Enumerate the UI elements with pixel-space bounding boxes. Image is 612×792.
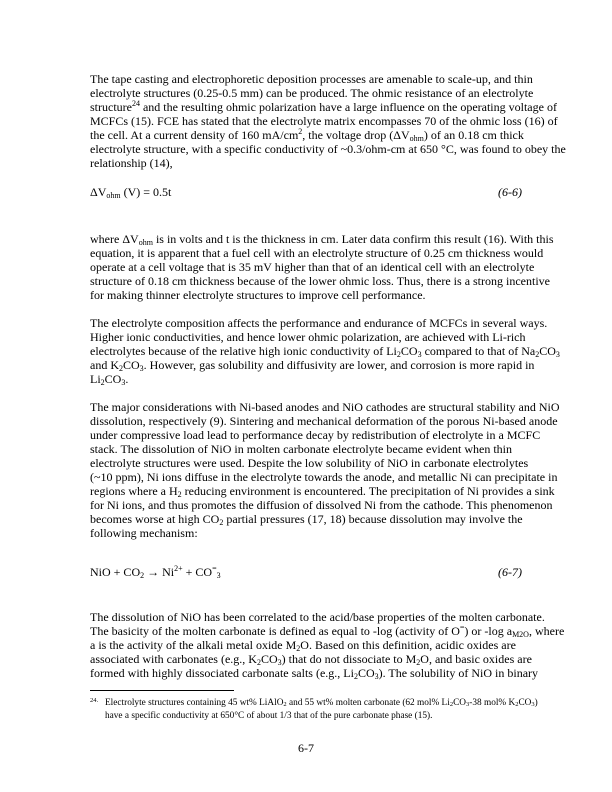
- subscript: 3: [139, 364, 144, 373]
- text-line: [90, 697, 538, 710]
- text-line: [90, 372, 530, 386]
- text-line: [90, 652, 530, 666]
- text-run: CO: [453, 698, 466, 708]
- text-run: formed with highly dissociated carbonate salts (e.g., Li: [90, 666, 354, 680]
- text-run: The basicity of the molten carbonate is defined as equal to -log (activity of O: [90, 624, 460, 638]
- text-run: + CO: [182, 565, 213, 579]
- text-run: compared to that of Na: [421, 344, 536, 358]
- text-run: the cell. At a current density of 160 mA/cm: [90, 128, 299, 142]
- text-run: under compressive load lead to performance decay by redistribution of electrolyte in a MCFC: [90, 428, 541, 442]
- text-run: becomes worse at high CO: [90, 512, 220, 526]
- equation-expression: [90, 185, 171, 199]
- subscript: 3: [216, 571, 221, 580]
- text-run: (~10 ppm), Ni ions diffuse in the electrolyte towards the anode, and metallic Ni can precipitate in: [90, 470, 558, 484]
- text-line: [90, 99, 557, 114]
- subscript: 3: [374, 672, 379, 681]
- subscript: 2: [100, 378, 105, 387]
- text-line: [90, 526, 530, 540]
- text-run: The major considerations with Ni-based anodes and NiO cathodes are structural stability and NiO: [90, 400, 560, 414]
- text-run: ). The solubility of NiO in binary: [378, 666, 539, 680]
- subscript: 3: [555, 350, 560, 359]
- text-run: CO: [357, 666, 375, 680]
- subscript: ohm: [138, 238, 153, 247]
- superscript: =: [459, 623, 465, 632]
- subscript: 2: [449, 701, 454, 708]
- text-line: [90, 72, 533, 86]
- subscript: 2: [119, 364, 123, 373]
- text-line: [90, 638, 530, 652]
- text-run: reducing environment is encountered. The precipitation of Ni provides a sink: [181, 484, 555, 498]
- paragraph-basicity: [90, 610, 565, 681]
- text-line: [90, 498, 553, 512]
- text-line: [90, 428, 541, 442]
- text-run: Higher ionic conductivities, and hence lower ohmic polarization, are achieved with Li-rich: [90, 330, 526, 344]
- text-run: CO: [123, 358, 140, 372]
- text-run: a is the activity of the alkali metal oxide M: [90, 638, 297, 652]
- subscript: 2: [296, 644, 301, 653]
- text-run: O, and basic oxides are: [420, 652, 532, 666]
- subscript: 3: [417, 350, 422, 359]
- subscript: 2: [535, 350, 540, 359]
- text-line: [90, 414, 558, 428]
- text-run: O. Based on this definition, acidic oxides are: [300, 638, 516, 652]
- subscript: 3: [531, 701, 535, 708]
- text-line: [90, 623, 565, 639]
- text-line: [90, 610, 545, 624]
- text-line: [90, 142, 566, 156]
- text-line: [90, 260, 535, 274]
- paragraph-ohmic-resistance: [90, 72, 566, 170]
- text-line: [90, 156, 530, 170]
- paragraph-voltage-drop: [90, 232, 554, 302]
- text-line: [90, 185, 171, 199]
- subscript: 3: [121, 378, 126, 387]
- text-run: partial pressures (17, 18) because dissolution may involve the: [223, 512, 523, 526]
- text-run: operate at a cell voltage that is 35 mV higher than that of an identical cell with an electrolyte: [90, 260, 535, 274]
- text-run: CO: [260, 652, 278, 666]
- text-run: CO: [518, 698, 532, 708]
- text-run: CO: [539, 344, 556, 358]
- text-run: MCFCs (15). FCE has stated that the electrolyte matrix encompasses 70 of the ohmic loss (16) of: [90, 114, 558, 128]
- text-line: [90, 330, 530, 344]
- text-run: have a specific conductivity at 650°C of about 1/3 that of the pure carbonate phase (15).: [105, 711, 433, 721]
- text-line: [90, 484, 555, 499]
- text-run: and 55 wt% molten carbonate (62 mol% Li: [286, 698, 450, 708]
- text-run: for Ni ions, and thus promotes the diffusion of dissolved Ni from the cathode. This phenomenon: [90, 498, 553, 512]
- text-line: [90, 344, 560, 359]
- text-run: relationship (14),: [90, 156, 173, 170]
- text-line: [90, 400, 560, 414]
- text-run: where ΔV: [90, 232, 139, 246]
- footnote-24: [90, 697, 538, 723]
- text-run: dissolution, respectively (9). Sintering and mechanical deformation of the porous Ni-based anode: [90, 414, 558, 428]
- subscript: 2: [140, 571, 145, 580]
- text-run: The dissolution of NiO has been correlated to the acid/base properties of the molten carbonate.: [90, 610, 545, 624]
- text-run: The tape casting and electrophoretic deposition processes are amenable to scale-up, and thin: [90, 72, 533, 86]
- paragraph-electrolyte-composition: [90, 316, 560, 387]
- text-run: The electrolyte composition affects the performance and endurance of MCFCs in several ways.: [90, 316, 548, 330]
- text-line: [90, 86, 534, 100]
- subscript: M2O: [512, 630, 529, 639]
- text-run: (V) = 0.5t: [120, 185, 172, 199]
- text-run: CO: [400, 344, 418, 358]
- text-run: regions where a H: [90, 484, 178, 498]
- text-run: electrolyte structure, with a specific conductivity of ~0.3/ohm-cm at 650 °C, was found to obey the: [90, 142, 566, 156]
- text-run: ΔV: [90, 185, 107, 199]
- text-run: ): [534, 698, 538, 708]
- superscript: 2: [298, 127, 303, 136]
- page-number: 6-7: [298, 741, 314, 755]
- subscript: ohm: [106, 191, 121, 200]
- equation-number: (6-6): [498, 185, 522, 199]
- equation-number: (6-7): [498, 565, 522, 579]
- text-run: structure of 0.18 cm thickness because of the lower ohmic loss. Thus, there is a strong incentive: [90, 274, 550, 288]
- subscript: 2: [219, 518, 224, 527]
- paragraph-nio-dissolution: [90, 400, 560, 540]
- subscript: 3: [277, 658, 282, 667]
- footnote-text: [90, 697, 538, 723]
- text-run: ) or -log a: [464, 624, 513, 638]
- text-run: stack. The dissolution of NiO in molten carbonate electrolyte became evident when thin: [90, 442, 512, 456]
- text-line: [90, 288, 530, 302]
- text-run: , the voltage drop (ΔV: [302, 128, 410, 142]
- text-run: CO: [104, 372, 122, 386]
- text-line: [90, 114, 558, 128]
- subscript: 2: [416, 658, 421, 667]
- text-line: [90, 442, 530, 456]
- text-line: [90, 470, 558, 484]
- text-run: ) that do not dissociate to M: [281, 652, 417, 666]
- text-line: [90, 246, 544, 260]
- text-line: [90, 710, 530, 723]
- subscript: 2: [177, 490, 182, 499]
- text-run: following mechanism:: [90, 526, 198, 540]
- text-run: and the resulting ohmic polarization have a large influence on the operating voltage of: [139, 100, 557, 114]
- superscript: 24: [131, 99, 140, 108]
- equation-expression: [90, 565, 221, 579]
- text-run: ) of an 0.18 cm thick: [423, 128, 524, 142]
- footnote-divider: [90, 690, 234, 691]
- subscript: 2: [256, 658, 261, 667]
- text-run: Electrolyte structures containing 45 wt% LiAlO: [105, 698, 284, 708]
- text-run: electrolyte structures were used. Despite the low solubility of NiO in carbonate electrolytes: [90, 456, 529, 470]
- subscript: 2: [283, 701, 287, 708]
- subscript: 3: [466, 701, 470, 708]
- text-line: [90, 128, 530, 142]
- text-line: [90, 565, 221, 579]
- text-run: equation, it is apparent that a fuel cell with an electrolyte structure of 0.25 cm thickness would: [90, 246, 544, 260]
- footnote-marker: 24.: [90, 697, 99, 704]
- text-line: [90, 666, 539, 681]
- subscript: 2: [396, 350, 401, 359]
- text-run: , where: [528, 624, 565, 638]
- superscript: =: [212, 564, 217, 573]
- text-run: associated with carbonates (e.g., K: [90, 652, 257, 666]
- text-line: [90, 358, 535, 373]
- text-run: . However, gas solubility and diffusivity are lower, and corrosion is more rapid in: [143, 358, 535, 372]
- text-run: and K: [90, 358, 119, 372]
- text-run: structure: [90, 100, 132, 114]
- text-run: is in volts and t is the thickness in cm. Later data confirm this result (16). With this: [152, 232, 554, 246]
- subscript: 2: [353, 672, 358, 681]
- text-run: electrolyte structures (0.25-0.5 mm) can be produced. The ohmic resistance of an electrolyte: [90, 86, 534, 100]
- subscript: ohm: [409, 134, 424, 143]
- text-run: .: [125, 372, 129, 386]
- text-line: [90, 456, 530, 470]
- text-line: [90, 316, 548, 330]
- text-line: [90, 232, 554, 247]
- text-line: [90, 512, 530, 526]
- text-run: -38 mol% K: [469, 698, 516, 708]
- text-run: → Ni: [144, 565, 175, 579]
- text-run: for making thinner electrolyte structures to improve cell performance.: [90, 288, 426, 302]
- text-run: Li: [90, 372, 101, 386]
- superscript: 2+: [174, 564, 183, 573]
- text-run: NiO + CO: [90, 565, 141, 579]
- text-line: [90, 274, 550, 288]
- subscript: 2: [515, 701, 519, 708]
- text-run: electrolytes because of the relative high ionic conductivity of Li: [90, 344, 397, 358]
